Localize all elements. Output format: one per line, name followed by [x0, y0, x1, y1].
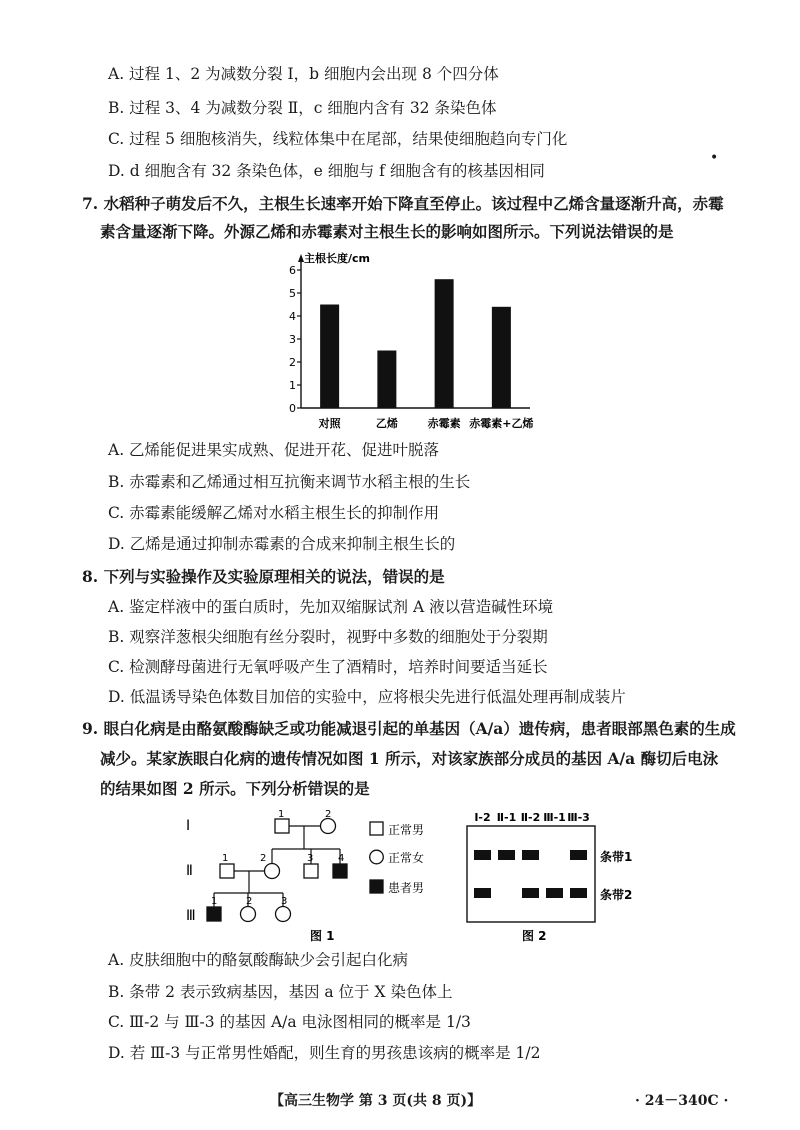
pedigree-III3-female [276, 907, 291, 922]
pedigree-II2-female [265, 864, 280, 879]
q8-option-b: B. 观察洋葱根尖细胞有丝分裂时，视野中多数的细胞处于分裂期 [108, 628, 548, 646]
gel-box [467, 826, 595, 922]
q6-option-a: A. 过程 1、2 为减数分裂 Ⅰ，b 细胞内会出现 8 个四分体 [108, 65, 499, 83]
gel-band-2 [546, 888, 563, 898]
legend-normal-female-icon [370, 850, 384, 864]
q8-option-d: D. 低温诱导染色体数目加倍的实验中，应将根尖先进行低温处理再制成装片 [108, 688, 626, 706]
svg-text:1: 1 [222, 853, 229, 864]
gel-lane-label: Ⅱ-2 [520, 811, 541, 824]
svg-text:3: 3 [281, 896, 288, 907]
q9-option-d: D. 若 Ⅲ-3 与正常男性婚配，则生育的男孩患该病的概率是 1/2 [108, 1044, 541, 1062]
svg-text:3: 3 [307, 853, 314, 864]
svg-text:1: 1 [211, 896, 218, 907]
q9-stem-line3: 的结果如图 2 所示。下列分析错误的是 [100, 779, 370, 798]
gen-label-II: Ⅱ [186, 863, 193, 879]
q9-option-b: B. 条带 2 表示致病基因，基因 a 位于 X 染色体上 [108, 983, 453, 1001]
q6-option-c: C. 过程 5 细胞核消失，线粒体集中在尾部，结果使细胞趋向专门化 [108, 130, 568, 148]
pedigree-II3-male [304, 864, 318, 878]
gel-lane-label: Ⅱ-1 [496, 811, 517, 824]
chart-bar-2 [377, 351, 396, 409]
pedigree-I1-male [275, 819, 289, 833]
gel-lane-label: Ⅲ-1 [543, 811, 566, 824]
gel-band-1 [522, 850, 539, 860]
q8-stem: 8. 下列与实验操作及实验原理相关的说法，错误的是 [82, 567, 445, 586]
chart-ytick-label: 1 [289, 379, 296, 392]
gen-label-III: Ⅲ [186, 908, 196, 924]
chart-bar-1 [320, 305, 339, 409]
legend-affected-male: 患者男 [388, 881, 425, 895]
q9-stem-line2: 减少。某家族眼白化病的遗传情况如图 1 所示，对该家族部分成员的基因 A/a 酶切后电泳 [100, 749, 719, 768]
svg-text:1: 1 [278, 809, 285, 820]
chart-xtick-label: 赤霉素+乙烯 [469, 417, 534, 430]
chart-ytick-label: 3 [289, 333, 296, 346]
figure1-caption: 图 1 [310, 929, 335, 943]
legend-normal-male: 正常男 [388, 823, 425, 837]
pedigree-III1-affected-male [207, 907, 221, 921]
svg-text:2: 2 [246, 896, 253, 907]
gen-label-I: Ⅰ [186, 818, 191, 834]
footer-code: · 24－340C · [635, 1093, 729, 1109]
pedigree-I2-female [321, 819, 336, 834]
chart-xtick-label: 乙烯 [375, 417, 398, 430]
pedigree-III2-female [241, 907, 256, 922]
q7-stem-line2: 素含量逐渐下降。外源乙烯和赤霉素对主根生长的影响如图所示。下列说法错误的是 [100, 222, 674, 241]
chart-bar-4 [492, 307, 511, 408]
chart-ytick-label: 6 [289, 264, 296, 277]
legend-affected-male-icon [370, 880, 383, 893]
q7-bar-chart [275, 248, 535, 438]
gel-band-2 [570, 888, 587, 898]
svg-text:4: 4 [338, 853, 345, 864]
q6-option-d: D. d 细胞含有 32 条染色体，e 细胞与 f 细胞含有的核基因相同 [108, 162, 545, 180]
q7-option-c: C. 赤霉素能缓解乙烯对水稻主根生长的抑制作用 [108, 504, 440, 522]
stray-dot: • [710, 150, 719, 166]
figure2-caption: 图 2 [522, 929, 547, 943]
gel-band-1 [474, 850, 491, 860]
q7-stem-line1: 7. 水稻种子萌发后不久，主根生长速率开始下降直至停止。该过程中乙烯含量逐渐升高，赤霉 [82, 194, 724, 213]
chart-xtick-label: 赤霉素 [427, 417, 461, 430]
pedigree-II1-male [220, 864, 234, 878]
gel-lane-label: Ⅰ-2 [474, 811, 491, 824]
q7-option-b: B. 赤霉素和乙烯通过相互抗衡来调节水稻主根的生长 [108, 473, 471, 491]
gel-figure [460, 808, 660, 943]
chart-ytick-label: 4 [289, 310, 296, 323]
q7-option-d: D. 乙烯是通过抑制赤霉素的合成来抑制主根生长的 [108, 535, 456, 553]
band1-label: 条带1 [600, 850, 633, 864]
gel-lane-label: Ⅲ-3 [567, 811, 590, 824]
gel-band-2 [474, 888, 491, 898]
legend-normal-male-icon [370, 822, 383, 835]
band2-label: 条带2 [600, 888, 633, 902]
q9-option-c: C. Ⅲ-2 与 Ⅲ-3 的基因 A/a 电泳图相同的概率是 1/3 [108, 1013, 471, 1031]
chart-xtick-label: 对照 [318, 417, 341, 430]
pedigree-II4-affected-male [333, 864, 347, 878]
q9-stem-line1: 9. 眼白化病是由酪氨酸酶缺乏或功能减退引起的单基因（A/a）遗传病，患者眼部黑色素的生成 [82, 719, 736, 738]
chart-bar-3 [435, 279, 454, 408]
legend-normal-female: 正常女 [388, 851, 425, 865]
q8-option-c: C. 检测酵母菌进行无氧呼吸产生了酒精时，培养时间要适当延长 [108, 658, 548, 676]
chart-ytick-label: 0 [289, 402, 296, 415]
q9-option-a: A. 皮肤细胞中的酪氨酸酶缺少会引起白化病 [108, 951, 409, 969]
q6-option-b: B. 过程 3、4 为减数分裂 Ⅱ，c 细胞内含有 32 条染色体 [108, 99, 497, 117]
chart-ytick-label: 5 [289, 287, 296, 300]
gel-band-1 [570, 850, 587, 860]
q7-option-a: A. 乙烯能促进果实成熟、促进开花、促进叶脱落 [108, 441, 440, 459]
svg-text:2: 2 [325, 809, 332, 820]
chart-ytick-label: 2 [289, 356, 296, 369]
pedigree-figure [180, 805, 450, 945]
footer-page-info: 【高三生物学 第 3 页(共 8 页)】 [270, 1093, 482, 1109]
gel-band-1 [498, 850, 515, 860]
chart-ylabel: 主根长度/cm [304, 252, 370, 265]
q8-option-a: A. 鉴定样液中的蛋白质时，先加双缩脲试剂 A 液以营造碱性环境 [108, 598, 554, 616]
gel-band-2 [522, 888, 539, 898]
svg-text:2: 2 [260, 853, 267, 864]
